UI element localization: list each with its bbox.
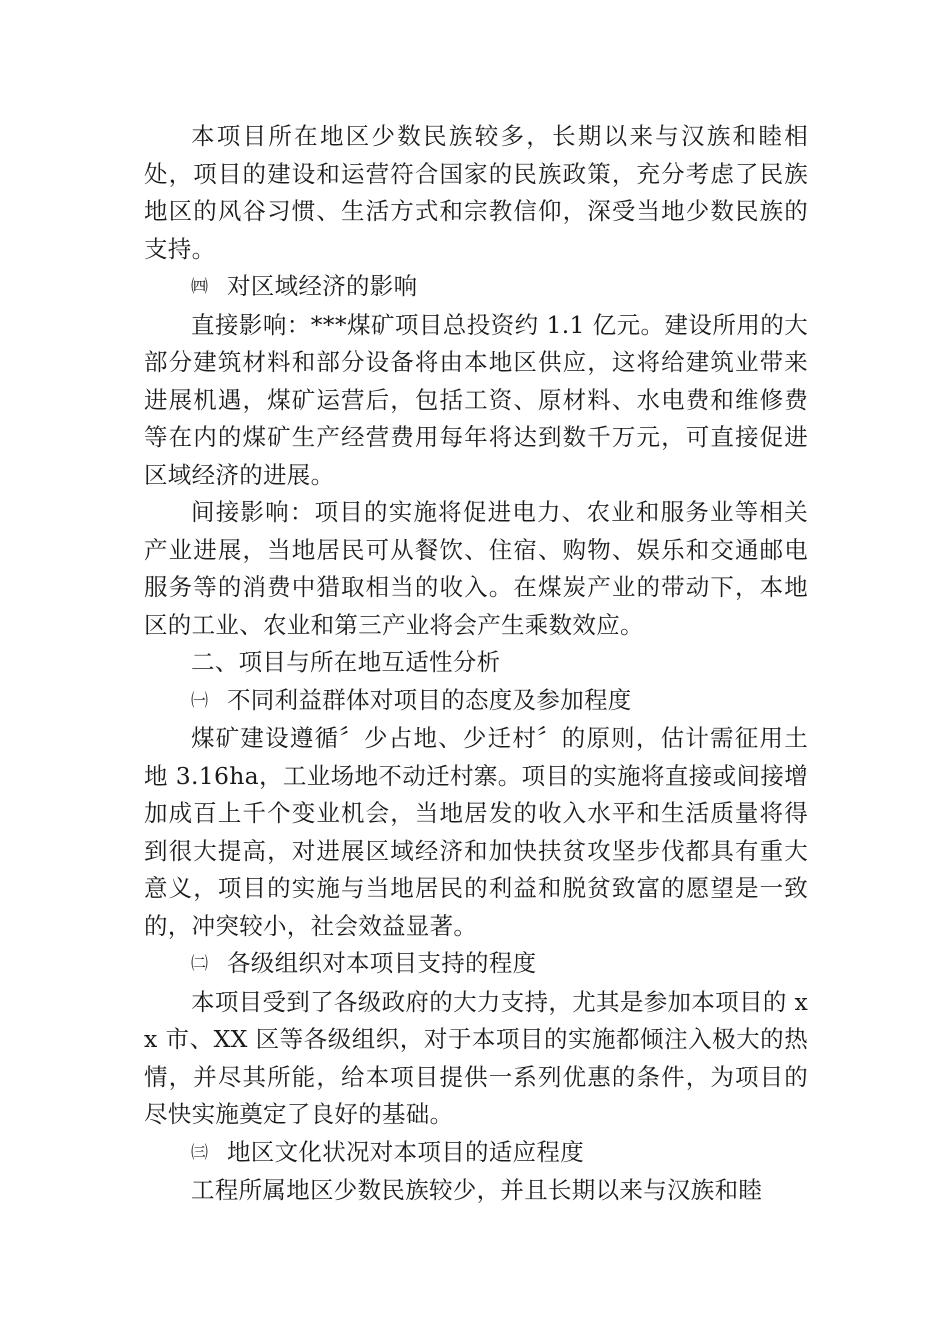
section-number-mark: ㈡ bbox=[191, 954, 209, 974]
section-number-mark: ㈢ bbox=[191, 1142, 209, 1163]
paragraph-government-support: 本项目受到了各级政府的大力支持，尤其是参加本项目的 xx 市、XX 区等各级组织，对于本项目的实施都倾注入极大的热情，并尽其所能，给本项目提供一系列优惠的条件，为项目的尽快实施奠定了良好的基础。 bbox=[144, 987, 808, 1128]
section-number-mark: ㈠ bbox=[191, 690, 209, 711]
paragraph-cultural-status: 工程所属地区少数民族较少，并且长期以来与汉族和睦 bbox=[191, 1176, 763, 1204]
chapter-heading-text: 二、项目与所在地互适性分析 bbox=[191, 648, 501, 676]
chapter-heading-adaptability bbox=[144, 644, 808, 682]
document-body bbox=[144, 118, 808, 1210]
section-heading-text: 地区文化状况对本项目的适应程度 bbox=[227, 1137, 584, 1166]
paragraph-direct-impact: 直接影响：***煤矿项目总投资约 1.1 亿元。建设所用的大部分建筑材料和部分设备将由本地区供应，这将给建筑业带来进展机遇，煤矿运营后，包括工资、原材料、水电费和维修费等在内的煤矿生产经营费用每年将达到数千万元，可直接促进区域经济的进展。 bbox=[144, 310, 808, 489]
section-number-mark: ㈣ bbox=[191, 277, 209, 297]
section-heading-cultural-adaptation bbox=[144, 1134, 808, 1173]
section-heading-organization-support bbox=[144, 945, 808, 984]
paragraph-land-use: 煤矿建设遵循〞少占地、少迁村〞的原则，估计需征用土地 3.16ha，工业场地不动迁村寨。项目的实施将直接或间接增加成百上千个变业机会，当地居发的收入水平和生活质量将得到很大提高，对进展区域经济和加快扶贫攻坚步伐都具有重大意义，项目的实施与当地居民的利益和脱贫致富的愿望是一致的，冲突较小，社会效益显著。 bbox=[144, 724, 808, 940]
paragraph-ethnic-relations: 本项目所在地区少数民族较多，长期以来与汉族和睦相处，项目的建设和运营符合国家的民族政策，充分考虑了民族地区的风谷习惯、生活方式和宗教信仰，深受当地少数民族的支持。 bbox=[144, 122, 808, 263]
section-heading-text: 不同利益群体对项目的态度及参加程度 bbox=[227, 685, 632, 714]
paragraph-indirect-impact: 间接影响：项目的实施将促进电力、农业和服务业等相关产业进展，当地居民可从餐饮、住宿、购物、娱乐和交通邮电服务等的消费中猎取相当的收入。在煤炭产业的带动下，本地区的工业、农业和第三产业将会产生乘数效应。 bbox=[144, 498, 808, 639]
section-heading-stakeholders bbox=[144, 682, 808, 721]
section-heading-regional-economy bbox=[144, 268, 808, 307]
section-heading-text: 对区域经济的影响 bbox=[227, 272, 418, 300]
section-heading-text: 各级组织对本项目支持的程度 bbox=[227, 949, 537, 977]
